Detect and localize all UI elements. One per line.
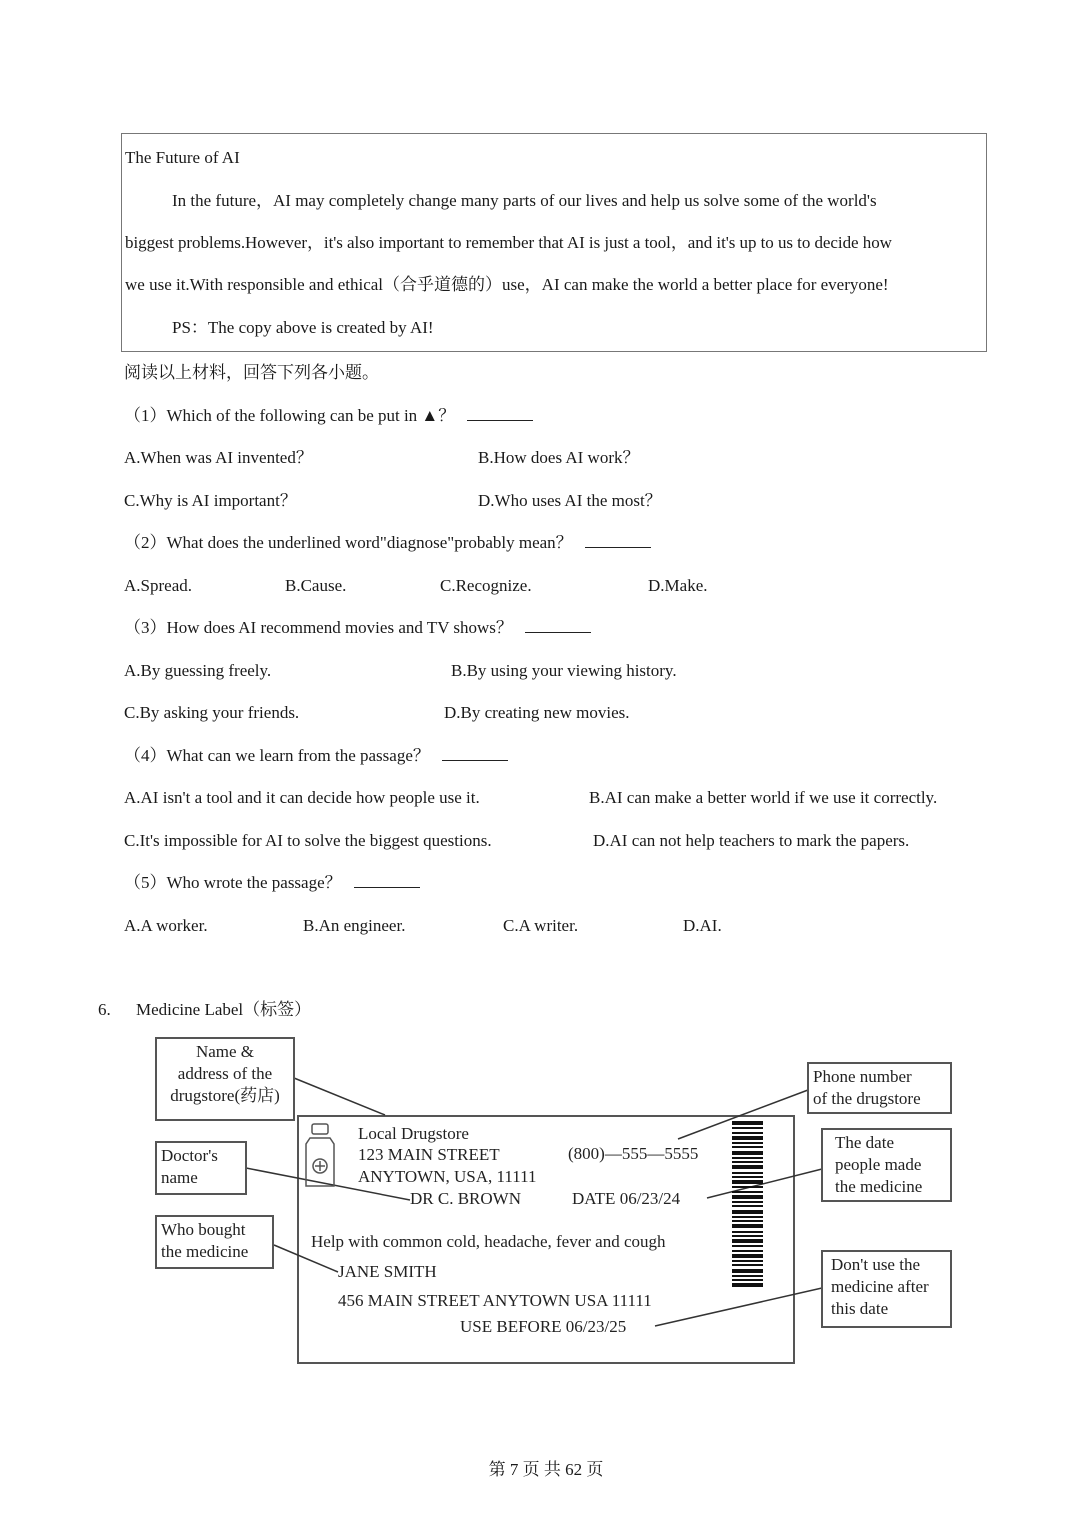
barcode-stripe [732, 1201, 763, 1203]
barcode-stripe [732, 1172, 763, 1174]
option: A.Spread. [124, 576, 192, 595]
passage-line: In the future，AI may completely change many parts of our lives and help us solve some of the world's [172, 191, 877, 210]
barcode-stripe [732, 1186, 763, 1188]
barcode-stripe [732, 1176, 763, 1178]
label-store-name: Local Drugstore [358, 1124, 469, 1143]
barcode-stripe [732, 1245, 763, 1247]
option: D.AI can not help teachers to mark the papers. [593, 831, 910, 850]
barcode-stripe [732, 1165, 763, 1169]
label-patient-address: 456 MAIN STREET ANYTOWN USA 11111 [338, 1291, 652, 1310]
option: D.AI. [683, 916, 722, 935]
passage-line: we use it.With responsible and ethical（合乎道德的）use，AI can make the world a better place for everyone! [125, 275, 889, 294]
option: D.Who uses AI the most？ [478, 491, 662, 510]
barcode-stripe [732, 1157, 763, 1159]
question-stem: （5）Who wrote the passage？ [124, 873, 342, 892]
barcode-stripe [732, 1210, 763, 1214]
callout-text: Name & [195, 1042, 255, 1061]
barcode-stripe [732, 1283, 763, 1287]
option: A.When was AI invented？ [124, 448, 313, 467]
barcode-icon [732, 1121, 763, 1287]
callout-phone [807, 1062, 952, 1114]
label-patient: JANE SMITH [338, 1262, 437, 1281]
callout-text: drugstore(药店) [170, 1086, 280, 1105]
barcode-stripe [732, 1205, 763, 1207]
option: C.Recognize. [440, 576, 532, 595]
option: A.A worker. [124, 916, 208, 935]
option: D.By creating new movies. [444, 703, 630, 722]
page-footer: 第 7 页 共 62 页 [488, 1460, 604, 1479]
option: C.It's impossible for AI to solve the biggest questions. [124, 831, 492, 850]
callout-made-date [821, 1128, 952, 1202]
question-stem: （3）How does AI recommend movies and TV shows？ [124, 618, 513, 637]
barcode-stripe [732, 1264, 763, 1266]
callout-text: Doctor's [161, 1146, 218, 1165]
callout-text: address of the [177, 1064, 273, 1083]
option: A.By guessing freely. [124, 661, 272, 680]
barcode-stripe [732, 1121, 763, 1125]
barcode-stripe [732, 1279, 763, 1281]
callout-text: Phone number [813, 1067, 912, 1086]
instruction: 阅读以上材料，回答下列各小题。 [124, 363, 379, 382]
option: C.By asking your friends. [124, 703, 300, 722]
label-date: DATE 06/23/24 [572, 1189, 681, 1208]
barcode-stripe [732, 1142, 763, 1144]
option: B.An engineer. [303, 916, 406, 935]
barcode-stripe [732, 1235, 763, 1237]
barcode-stripe [732, 1254, 763, 1258]
callout-buyer [155, 1215, 274, 1269]
callout-text: name [161, 1168, 198, 1187]
barcode-stripe [732, 1180, 763, 1184]
passage-title: The Future of AI [125, 148, 240, 167]
passage-line: biggest problems.However，it's also important to remember that AI is just a tool，and it's up to us to decide how [125, 233, 892, 252]
callout-name-address [155, 1037, 295, 1121]
barcode-stripe [732, 1220, 763, 1222]
question-stem: （1）Which of the following can be put in ▲？ [124, 406, 456, 425]
callout-text: the medicine [835, 1177, 923, 1196]
option: B.By using your viewing history. [451, 661, 677, 680]
option: B.How does AI work？ [478, 448, 640, 467]
section-number: 6. [98, 1000, 111, 1019]
barcode-stripe [732, 1260, 763, 1262]
barcode-stripe [732, 1224, 763, 1228]
label-use-before: USE BEFORE 06/23/25 [460, 1317, 627, 1336]
option: B.Cause. [285, 576, 347, 595]
barcode-stripe [732, 1146, 763, 1148]
medicine-bottle-icon [306, 1124, 334, 1186]
barcode-stripe [732, 1191, 763, 1193]
callout-text: Who bought [161, 1220, 246, 1239]
callout-text: this date [831, 1299, 889, 1318]
label-usage: Help with common cold, headache, fever and cough [311, 1232, 666, 1251]
option: C.A writer. [503, 916, 579, 935]
callout-text: the medicine [161, 1242, 249, 1261]
label-city: ANYTOWN, USA, 11111 [358, 1167, 537, 1186]
label-doctor: DR C. BROWN [410, 1189, 521, 1208]
barcode-stripe [732, 1151, 763, 1155]
callout-text: people made [835, 1155, 922, 1174]
option: C.Why is AI important？ [124, 491, 297, 510]
barcode-stripe [732, 1231, 763, 1233]
barcode-stripe [732, 1132, 763, 1134]
option: A.AI isn't a tool and it can decide how people use it. [124, 788, 480, 807]
barcode-stripe [732, 1239, 763, 1243]
barcode-stripe [732, 1161, 763, 1163]
barcode-stripe [732, 1275, 763, 1277]
callout-text: medicine after [831, 1277, 929, 1296]
barcode-stripe [732, 1127, 763, 1129]
question-stem: （4）What can we learn from the passage？ [124, 746, 430, 765]
barcode-stripe [732, 1195, 763, 1199]
callout-text: of the drugstore [813, 1089, 921, 1108]
barcode-stripe [732, 1250, 763, 1252]
option: D.Make. [648, 576, 708, 595]
callout-expiry [821, 1250, 952, 1328]
callout-doctor [155, 1141, 247, 1195]
barcode-stripe [732, 1269, 763, 1273]
callout-text: Don't use the [831, 1255, 920, 1274]
barcode-stripe [732, 1136, 763, 1140]
section-title: Medicine Label（标签） [136, 1000, 312, 1019]
callout-text: The date [835, 1133, 894, 1152]
label-street: 123 MAIN STREET [358, 1145, 500, 1164]
label-phone: (800)—555—5555 [568, 1144, 699, 1163]
option: B.AI can make a better world if we use it correctly. [589, 788, 938, 807]
passage-ps: PS：The copy above is created by AI! [172, 318, 434, 337]
barcode-stripe [732, 1216, 763, 1218]
question-stem: （2）What does the underlined word"diagnose"probably mean？ [124, 533, 573, 552]
